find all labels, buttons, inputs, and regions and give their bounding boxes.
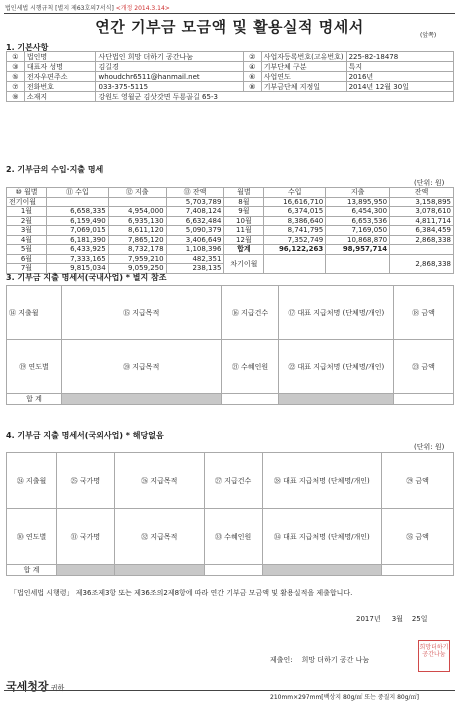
income-cell: 8,386,640 xyxy=(264,216,326,226)
balance-cell: 482,351 xyxy=(166,254,224,264)
form-reference: 법인세법 시행규칙 [별지 제63호의7서식] xyxy=(5,5,114,12)
column-header: ㉘ 대표 지급처명 (단체명/개인) xyxy=(262,453,382,509)
expense-cell: 8,732,178 xyxy=(108,245,166,255)
column-header: ㉔ 지출월 xyxy=(7,453,57,509)
table-header-row xyxy=(7,188,454,198)
field-number: ② xyxy=(243,52,261,62)
month-cell: 4월 xyxy=(7,235,47,245)
carry-in-label: 전기이월 xyxy=(7,197,47,207)
income-cell: 6,433,925 xyxy=(46,245,108,255)
month-cell: 8월 xyxy=(224,197,264,207)
business-number-value: 225-82-18478 xyxy=(346,52,453,62)
basic-row xyxy=(7,62,454,72)
official-seal: 희망더하기공간나눔 xyxy=(418,640,450,672)
field-label: 사업연도 xyxy=(261,72,346,82)
column-header: ㉗ 지급건수 xyxy=(204,453,262,509)
column-header: ⑭ 지출월 xyxy=(7,286,62,340)
section3-title: 3. 기부금 지출 명세서(국내사업) * 별지 참조 xyxy=(6,273,167,282)
month-cell: 3월 xyxy=(7,226,47,236)
total-income: 96,122,263 xyxy=(264,245,326,255)
representative-value: 김길경 xyxy=(96,62,243,72)
carry-out-label: 차기이월 xyxy=(224,254,264,273)
income-cell: 7,069,015 xyxy=(46,226,108,236)
month-cell: 6월 xyxy=(7,254,47,264)
income-expense-table xyxy=(6,187,454,274)
column-header: ㉓ 금액 xyxy=(394,340,454,394)
month-cell: 7월 xyxy=(7,264,47,274)
paper-spec: 210mm×297mm[백상지 80g/㎡ 또는 중질지 80g/㎡] xyxy=(270,694,419,701)
overseas-expense-table xyxy=(6,452,454,576)
table-header-row xyxy=(7,509,454,565)
column-header: 잔액 xyxy=(390,188,454,198)
field-number: ④ xyxy=(243,62,261,72)
balance-cell: 6,384,459 xyxy=(390,226,454,236)
table-row xyxy=(7,226,454,236)
field-label: 사업자등록번호(고유번호) xyxy=(261,52,346,62)
column-header: 수입 xyxy=(264,188,326,198)
email-value: whoudchr6511@hanmail.net xyxy=(96,72,243,82)
revision-note: <개정 2014.3.14> xyxy=(115,5,170,12)
table-header-row xyxy=(7,286,454,340)
expense-cell: 7,169,050 xyxy=(326,226,390,236)
table-row xyxy=(7,197,454,207)
field-label: 소재지 xyxy=(24,92,96,102)
top-divider xyxy=(4,13,455,14)
column-header: ⑬ 잔액 xyxy=(166,188,224,198)
income-cell: 6,374,015 xyxy=(264,207,326,217)
page-side-label: (앞쪽) xyxy=(420,32,437,39)
expense-cell: 6,454,300 xyxy=(326,207,390,217)
basic-row xyxy=(7,92,454,102)
table-row xyxy=(7,235,454,245)
balance-cell: 5,090,379 xyxy=(166,226,224,236)
month-cell: 5월 xyxy=(7,245,47,255)
recipient-name: 국세청장 xyxy=(6,680,49,693)
field-number: ⑦ xyxy=(7,82,25,92)
month-cell: 11월 xyxy=(224,226,264,236)
total-row xyxy=(7,394,454,405)
table-row xyxy=(7,207,454,217)
bottom-divider xyxy=(4,690,455,691)
section4-title: 4. 기부금 지출 명세서(국외사업) * 해당없음 xyxy=(6,431,164,440)
expense-cell: 7,959,210 xyxy=(108,254,166,264)
income-cell: 9,815,034 xyxy=(46,264,108,274)
domestic-expense-table xyxy=(6,285,454,405)
column-header: ⑯ 지급건수 xyxy=(221,286,279,340)
field-number: ⑨ xyxy=(7,92,25,102)
recipient xyxy=(6,678,64,694)
submitter-line xyxy=(270,655,369,665)
total-label: 합 계 xyxy=(7,565,57,576)
column-header: ⑲ 연도별 xyxy=(7,340,62,394)
column-header: ⑱ 금액 xyxy=(394,286,454,340)
expense-cell: 8,611,120 xyxy=(108,226,166,236)
month-cell: 1월 xyxy=(7,207,47,217)
column-header: ㉒ 대표 지급처명 (단체명/개인) xyxy=(279,340,394,394)
month-cell: 10월 xyxy=(224,216,264,226)
balance-cell: 3,406,649 xyxy=(166,235,224,245)
page-title: 연간 기부금 모금액 및 활용실적 명세서 xyxy=(95,18,364,36)
balance-cell: 7,408,124 xyxy=(166,207,224,217)
field-label: 대표자 성명 xyxy=(24,62,96,72)
column-header: 지출 xyxy=(326,188,390,198)
total-expense: 98,957,714 xyxy=(326,245,390,255)
column-header: ㉚ 연도별 xyxy=(7,509,57,565)
expense-cell: 4,954,000 xyxy=(108,207,166,217)
field-label: 전화번호 xyxy=(24,82,96,92)
column-header: ㉑ 수혜인원 xyxy=(221,340,279,394)
recipient-suffix: 귀하 xyxy=(50,684,65,692)
expense-cell: 9,059,250 xyxy=(108,264,166,274)
carry-in-balance: 5,703,789 xyxy=(166,197,224,207)
submitter-label: 제출인: xyxy=(270,656,293,664)
unit-label: (단위: 원) xyxy=(414,443,445,451)
column-header: ㉞ 대표 지급처명 (단체명/개인) xyxy=(262,509,382,565)
form-header xyxy=(5,3,170,12)
field-label: 기부금단체 지정일 xyxy=(261,82,346,92)
carry-out-value: 2,868,338 xyxy=(390,254,454,273)
expense-cell: 7,865,120 xyxy=(108,235,166,245)
month-cell: 12월 xyxy=(224,235,264,245)
column-header: ⑳ 지급목적 xyxy=(61,340,221,394)
field-number: ⑤ xyxy=(7,72,25,82)
designation-date-value: 2014년 12월 30일 xyxy=(346,82,453,92)
balance-cell: 6,632,484 xyxy=(166,216,224,226)
field-label: 전자우편주소 xyxy=(24,72,96,82)
balance-cell: 3,078,610 xyxy=(390,207,454,217)
expense-cell: 6,935,130 xyxy=(108,216,166,226)
total-label: 합 계 xyxy=(7,394,62,405)
section2-title: 2. 기부금의 수입·지출 명세 xyxy=(6,165,104,174)
month-cell: 2월 xyxy=(7,216,47,226)
column-header: ⑪ 수입 xyxy=(46,188,108,198)
corp-name-value: 사단법인 희망 더하기 공간나눔 xyxy=(96,52,243,62)
income-cell: 8,741,795 xyxy=(264,226,326,236)
column-header: ㉝ 수혜인원 xyxy=(204,509,262,565)
balance-cell: 2,868,338 xyxy=(390,235,454,245)
field-number: ③ xyxy=(7,62,25,72)
column-header: ⑩ 월별 xyxy=(7,188,47,198)
table-row xyxy=(7,216,454,226)
column-header: ㉙ 금액 xyxy=(382,453,454,509)
total-row xyxy=(7,565,454,576)
field-number: ⑥ xyxy=(243,72,261,82)
submitter-name: 희망 더하기 공간 나눔 xyxy=(301,656,370,664)
column-header: ⑰ 대표 지급처명 (단체명/개인) xyxy=(279,286,394,340)
income-cell: 7,333,165 xyxy=(46,254,108,264)
basic-info-table xyxy=(6,51,454,102)
balance-cell: 1,108,396 xyxy=(166,245,224,255)
total-label: 합계 xyxy=(224,245,264,255)
date-day: 25일 xyxy=(411,615,428,623)
field-label: 기부단체 구분 xyxy=(261,62,346,72)
income-cell: 6,159,490 xyxy=(46,216,108,226)
column-header: ㉖ 지급목적 xyxy=(114,453,204,509)
date-month: 3월 xyxy=(391,615,403,623)
column-header: ㉜ 지급목적 xyxy=(114,509,204,565)
phone-value: 033-375-5115 xyxy=(96,82,243,92)
balance-cell: 4,811,714 xyxy=(390,216,454,226)
field-number: ① xyxy=(7,52,25,62)
column-header: ㉟ 금액 xyxy=(382,509,454,565)
income-cell: 16,616,710 xyxy=(264,197,326,207)
table-row xyxy=(7,245,454,255)
field-number: ⑧ xyxy=(243,82,261,92)
section1-title: 1. 기본사항 xyxy=(6,43,49,52)
table-header-row xyxy=(7,453,454,509)
field-label: 법인명 xyxy=(24,52,96,62)
submission-date xyxy=(356,614,428,624)
expense-cell: 6,653,536 xyxy=(326,216,390,226)
expense-cell: 10,868,870 xyxy=(326,235,390,245)
basic-row xyxy=(7,52,454,62)
month-cell: 9월 xyxy=(224,207,264,217)
basic-row xyxy=(7,72,454,82)
column-header: ㉕ 국가명 xyxy=(56,453,114,509)
expense-cell: 13,895,950 xyxy=(326,197,390,207)
donor-type-value: 특지 xyxy=(346,62,453,72)
balance-cell: 238,135 xyxy=(166,264,224,274)
column-header: ㉛ 국가명 xyxy=(56,509,114,565)
income-cell: 7,352,749 xyxy=(264,235,326,245)
column-header: ⑫ 지출 xyxy=(108,188,166,198)
unit-label: (단위: 원) xyxy=(414,179,445,187)
column-header: 월별 xyxy=(224,188,264,198)
fiscal-year-value: 2016년 xyxy=(346,72,453,82)
balance-cell: 3,158,895 xyxy=(390,197,454,207)
date-year: 2017년 xyxy=(356,615,381,623)
income-cell: 6,181,390 xyxy=(46,235,108,245)
address-value: 강원도 영월군 김삿갓면 두룡골길 65-3 xyxy=(96,92,454,102)
income-cell: 6,658,335 xyxy=(46,207,108,217)
table-header-row xyxy=(7,340,454,394)
basic-row xyxy=(7,82,454,92)
table-row xyxy=(7,254,454,264)
submission-statement: 「법인세법 시행령」 제36조제3항 또는 제36조의2제8항에 따라 연간 기부금 모금액 및 활용실적을 제출합니다. xyxy=(10,589,353,597)
column-header: ⑮ 지급목적 xyxy=(61,286,221,340)
